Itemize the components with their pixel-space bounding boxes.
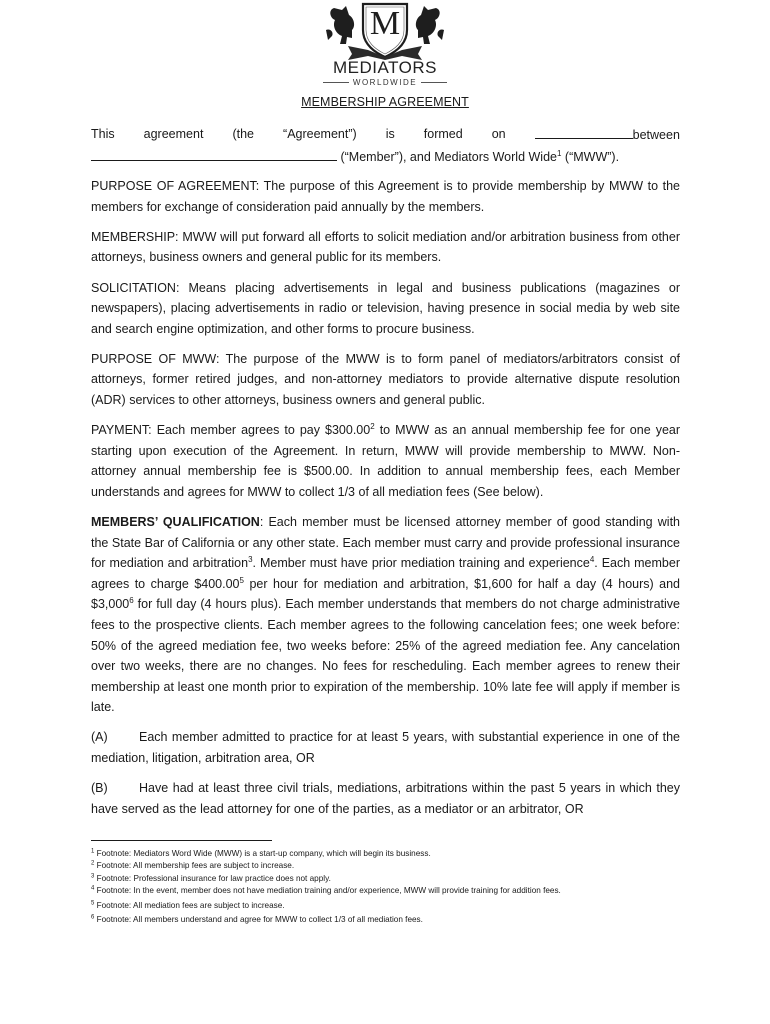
footnote-text: Footnote: Professional insurance for law practice does not apply. [94,873,331,883]
footnote-divider [91,840,272,841]
intro-line-2 [91,146,680,168]
footnote-number: 3 [91,873,95,880]
intro-word: agreement [143,127,204,141]
intro-word: This [91,127,115,141]
logo-subtitle [0,78,770,87]
purpose-of-agreement: PURPOSE OF AGREEMENT: The purpose of this Agreement is to provide membership by MWW to the members for exchange of consideration paid annually by the members. [91,179,680,214]
footnote-text: Footnote: All members understand and agree for MWW to collect 1/3 of all mediation fees. [94,915,423,925]
qualification-text: . Member must have prior mediation training and experience [252,556,590,571]
footnote-ref: 1 [556,148,562,158]
date-blank[interactable] [535,124,633,139]
page-title: MEMBERSHIP AGREEMENT [301,95,469,109]
footnote-number: 4 [91,885,95,892]
footnote [91,900,691,912]
footnote-number: 5 [91,899,95,906]
solicitation-paragraph: SOLICITATION: Means placing advertisements in legal and business publications (magazines or newspapers), placing advertisements in radio or television, having presence in social media by web site and search engine optimization, and other forms to procure business. [91,280,680,336]
qualification-text: : Each member must be licensed attorney member of good standing with the State Bar of California or any other state. Each member must carry and provide professional insurance for mediation and arbitration [91,515,680,571]
footnote [91,914,691,926]
payment-text: PAYMENT: Each member agrees to pay $300.00 [91,423,371,438]
logo-name: MEDIATORS [333,58,437,77]
logo-letter: M [369,5,401,42]
qualification-text: for full day (4 hours plus). Each member understands that members do not charge administrative fees to the prospective clients. Each member agrees to the following cancelation fees; one week before: 50% of the agreed mediation fee, two weeks before: 25% of the agreed mediation fee. Any cancelation over two weeks, there are no changes. No fees for rescheduling. Each member agrees to renew their membership at least one month prior to expiration of the membership. 10% late fee will apply if member is late. [91,597,680,715]
footnote-ref: 4 [589,555,595,565]
qualification-text: per hour for mediation and arbitration, $1,600 for half a day (4 hours) and $3,000 [91,576,681,612]
intro-word: is [385,127,395,141]
intro-mww-text: (“MWW”). [561,149,620,164]
qualification-heading: MEMBERS’ QUALIFICATION [91,515,260,529]
payment-text: to MWW as an annual membership fee for one year starting upon execution of the Agreement. In return, MWW will provide membership to MWW. Non-attorney annual membership fee is $500.00. In addition to annual membership fees, each Member understands and agrees for MWW to collect 1/3 of all mediation fees (See below). [91,423,681,499]
intro-word: between [632,128,680,142]
footnote-text: Footnote: In the event, member does not have mediation training and/or experience, MWW will provide training for addition fees. [94,886,561,896]
footnote-number: 6 [91,914,95,921]
intro-word: on [491,127,506,141]
purpose-of-mww: PURPOSE OF MWW: The purpose of the MWW is to form panel of mediators/arbitrators consist of attorneys, former retired judges, and non-attorney mediators to provide alternative dispute resolution (ADR) services to other attorneys, business owners and general public. [91,351,680,408]
footnote-ref: 6 [129,596,134,606]
footnote [91,885,691,897]
footnote-text: Footnote: All mediation fees are subject to increase. [94,900,285,910]
footnote-number: 1 [91,848,95,855]
qualification-paragraph [91,512,680,718]
footnote [91,873,691,885]
intro-word: “Agreement”) [283,127,357,141]
member-name-blank[interactable] [91,146,337,161]
logo-subtitle-text: WORLDWIDE [352,78,418,87]
payment-paragraph [91,420,680,502]
intro-word: (the [232,127,254,141]
footnote-ref: 3 [248,555,253,565]
footnote-ref: 5 [239,575,244,585]
footnote [91,860,691,872]
footnote-text: Footnote: Mediators Word Wide (MWW) is a start-up company, which will begin its business. [94,849,431,858]
footnote [91,848,691,860]
intro-word: formed [423,127,463,141]
item-b [91,778,680,819]
item-a [91,727,680,768]
item-b-text: Have had at least three civil trials, mediations, arbitrations within the past 5 years in which they have served as the lead attorney for one of the parties, as a mediator or an arbitrator, OR [91,781,680,816]
footnote-text: Footnote: All membership fees are subject to increase. [94,861,295,871]
footnote-ref: 2 [370,421,375,431]
item-b-label: (B) [91,781,108,796]
item-a-label: (A) [91,730,108,745]
intro-line-1 [91,124,680,146]
qualification-text: . Each member agrees to charge $400.00 [91,556,680,591]
footnote-number: 2 [91,860,95,867]
item-a-text: Each member admitted to practice for at least 5 years, with substantial experience in one of the mediation, litigation, arbitration area, OR [91,730,680,766]
intro-member-text: (“Member”), and Mediators World Wide [340,149,557,164]
agreement-body [91,124,680,829]
footnotes [91,848,691,926]
membership-paragraph: MEMBERSHIP: MWW will put forward all efforts to solicit mediation and/or arbitration business from other attorneys, business owners and general public for its members. [91,229,680,265]
intro-paragraph [91,124,680,167]
